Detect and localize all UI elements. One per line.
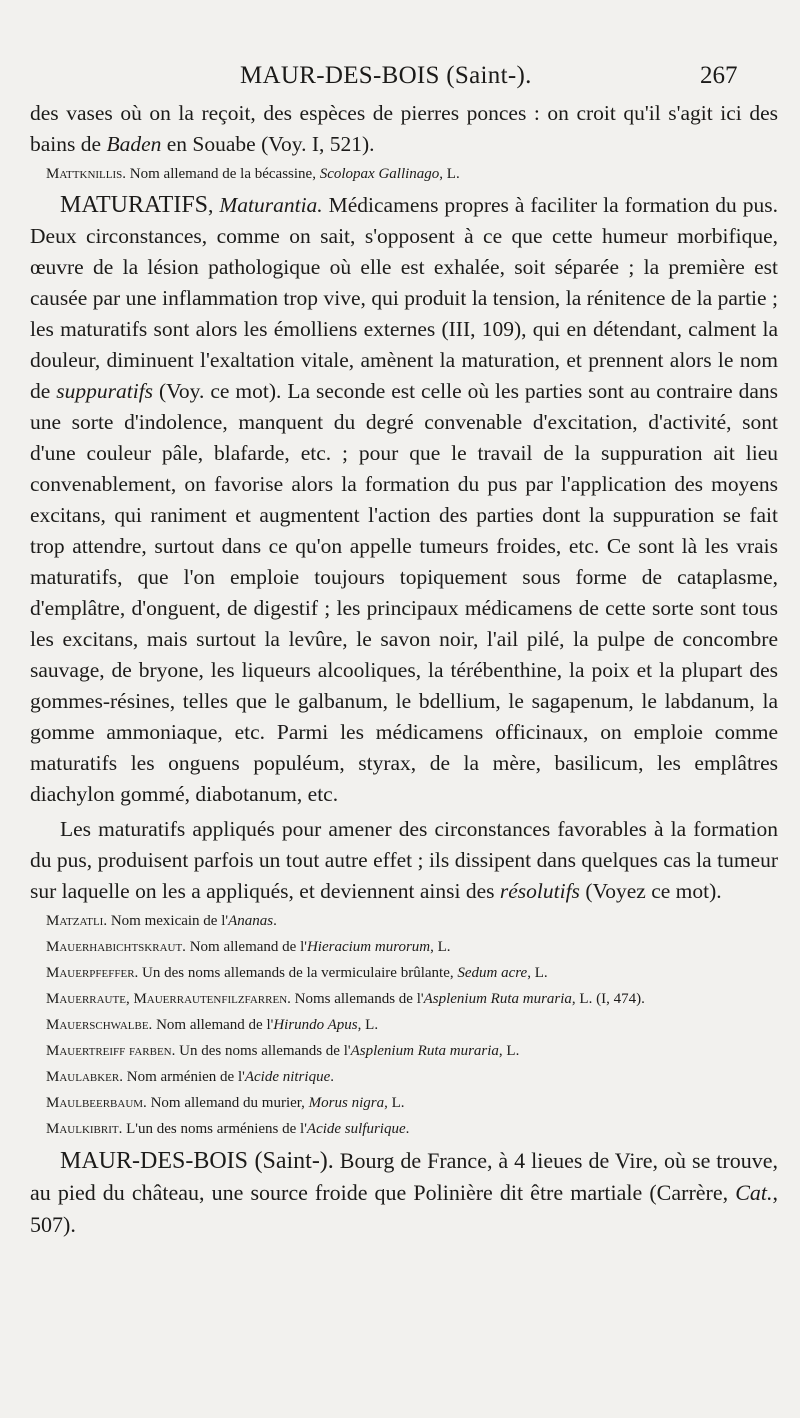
italic-text: Hirundo Apus	[273, 1017, 358, 1033]
italic-text: Cat.	[735, 1180, 773, 1205]
text: , L.	[439, 166, 460, 182]
entry-term: Mauerraute, Mauerrautenfilzfarren.	[46, 991, 291, 1007]
small-entry	[30, 1093, 778, 1113]
text: , 507).	[30, 1180, 778, 1237]
text: , L.	[430, 939, 451, 955]
italic-text: Maturantia.	[219, 193, 323, 217]
italic-text: Asplenium Ruta muraria	[423, 991, 572, 1007]
italic-text: Hieracium murorum	[306, 939, 431, 955]
entry-term: Matzatli.	[46, 913, 108, 929]
text: Nom allemand de l'	[185, 939, 307, 955]
entry-term: Maulkibrit.	[46, 1121, 123, 1137]
small-entry	[30, 937, 778, 957]
text: .	[273, 913, 277, 929]
italic-text: Scolopax Gallinago	[319, 166, 440, 182]
maturatifs-second-paragraph	[30, 814, 778, 907]
text: Médicamens propres à faciliter la formation du pus. Deux circonstances, comme on sait, s'opposent à ce que cette humeur morbifique, œuvre de la lésion pathologique où elle est exhalée, soit séparée ; la première est causée par une inflammation trop vive, qui produit la tension, la rénitence de la partie ; les maturatifs sont alors les émolliens externes (III, 109), qui en détendant, calment la douleur, diminuent l'exaltation vitale, amènent la maturation, et prennent alors le nom de	[30, 193, 778, 403]
text: Nom allemand du murier,	[146, 1095, 309, 1111]
small-entry	[30, 1119, 778, 1139]
text: , L.	[527, 965, 548, 981]
small-entry	[30, 911, 778, 931]
text: Un des noms allemands de l'	[175, 1043, 351, 1059]
small-entry	[30, 963, 778, 983]
entry-maturatifs	[30, 190, 778, 810]
italic-text: Baden	[106, 132, 162, 156]
entry-term: Mauerhabichtskraut.	[46, 939, 186, 955]
running-header	[0, 62, 800, 96]
text: , L. (I, 474).	[571, 991, 645, 1007]
entry-term: Mauertreiff farben.	[46, 1043, 176, 1059]
italic-text: Morus nigra	[308, 1095, 385, 1111]
text: ,	[208, 193, 220, 217]
page-body	[30, 98, 778, 1241]
italic-text: suppuratifs	[56, 379, 154, 403]
italic-text: Sedum acre	[457, 965, 528, 981]
entry-heading: MAUR-DES-BOIS (Saint-).	[60, 1148, 334, 1174]
text: Un des noms allemands de la vermiculaire brûlante,	[138, 965, 458, 981]
text: Nom mexicain de l'	[107, 913, 229, 929]
text: Nom allemand de la bécassine,	[126, 166, 320, 182]
entry-term: Maulbeerbaum.	[46, 1095, 147, 1111]
page-number: 267	[700, 62, 738, 89]
running-title: MAUR-DES-BOIS (Saint-).	[240, 62, 532, 89]
text: des vases où on la reçoit, des espèces de pierres ponces : on croit qu'il s'agit ici des bains de	[30, 101, 778, 156]
italic-text: Ananas	[228, 913, 274, 929]
entry-mattknillis	[30, 164, 778, 184]
text: Nom arménien de l'	[122, 1069, 245, 1085]
italic-text: Acide sulfurique	[306, 1121, 406, 1137]
text: Bourg de France, à 4 lieues de Vire, où se trouve, au pied du château, une source froide que Polinière dit être martiale (Carrère,	[30, 1148, 779, 1205]
entry-term: Mauerpfeffer.	[46, 965, 139, 981]
text: .	[405, 1121, 410, 1137]
small-entries	[30, 911, 778, 1139]
entry-term: Maulabker.	[46, 1069, 123, 1085]
entry-term: Mauerschwalbe.	[46, 1017, 153, 1033]
text: Nom allemand de l'	[152, 1017, 274, 1033]
entry-term: Mattknillis.	[46, 166, 127, 182]
text: .	[330, 1069, 334, 1085]
text: L'un des noms arméniens de l'	[122, 1121, 307, 1137]
small-entry	[30, 1041, 778, 1061]
small-entry	[30, 989, 778, 1009]
text: Les maturatifs appliqués pour amener des circonstances favorables à la formation du pus, produisent parfois un tout autre effet ; ils dissipent dans quelques cas la tumeur sur laquelle on les a appliqués, et deviennent ainsi des	[30, 817, 778, 903]
italic-text: Acide nitrique	[244, 1069, 331, 1085]
small-entry	[30, 1015, 778, 1035]
text: (Voy. ce mot). La seconde est celle où les parties sont au contraire dans une sorte d'indolence, manquent du degré convenable d'excitation, d'activité, sont d'une couleur pâle, blafarde, etc. ; pour que le travail de la suppuration ait lieu convenablement, on favorise alors la formation du pus par l'application des moyens excitans, qui raniment et augmentent l'action des parties dont la suppuration se fait trop attendre, surtout dans ce qu'on appelle tumeurs froides, etc. Ce sont là les vrais maturatifs, que l'on emploie toujours topiquement sous forme de cataplasme, d'emplâtre, d'onguent, de digestif ; les principaux médicamens de cette sorte sont tous les excitans, mais surtout la levûre, le savon noir, l'ail pilé, la pulpe de concombre sauvage, de bryone, les liqueurs alcooliques, la térébenthine, la poix et la plupart des gommes-résines, telles que le galbanum, le bdellium, le sagapenum, le labdanum, la gomme ammoniaque, etc. Parmi les médicamens officinaux, on emploie comme maturatifs les onguens populéum, styrax, de la mère, basilicum, les emplâtres diachylon gommé, diabotanum, etc.	[30, 379, 779, 806]
text: , L.	[357, 1017, 379, 1033]
entry-heading: MATURATIFS	[60, 192, 209, 218]
text: , L.	[498, 1043, 520, 1059]
italic-text: Asplenium Ruta muraria	[350, 1043, 499, 1059]
small-entry	[30, 1067, 778, 1087]
text: (Voyez ce mot).	[579, 879, 722, 903]
italic-text: résolutifs	[499, 879, 580, 903]
continuation-paragraph	[30, 98, 778, 160]
text: , L.	[384, 1095, 405, 1111]
entry-maur-des-bois	[30, 1145, 778, 1241]
text: Noms allemands de l'	[290, 991, 424, 1007]
text: en Souabe (Voy. I, 521).	[161, 132, 375, 156]
